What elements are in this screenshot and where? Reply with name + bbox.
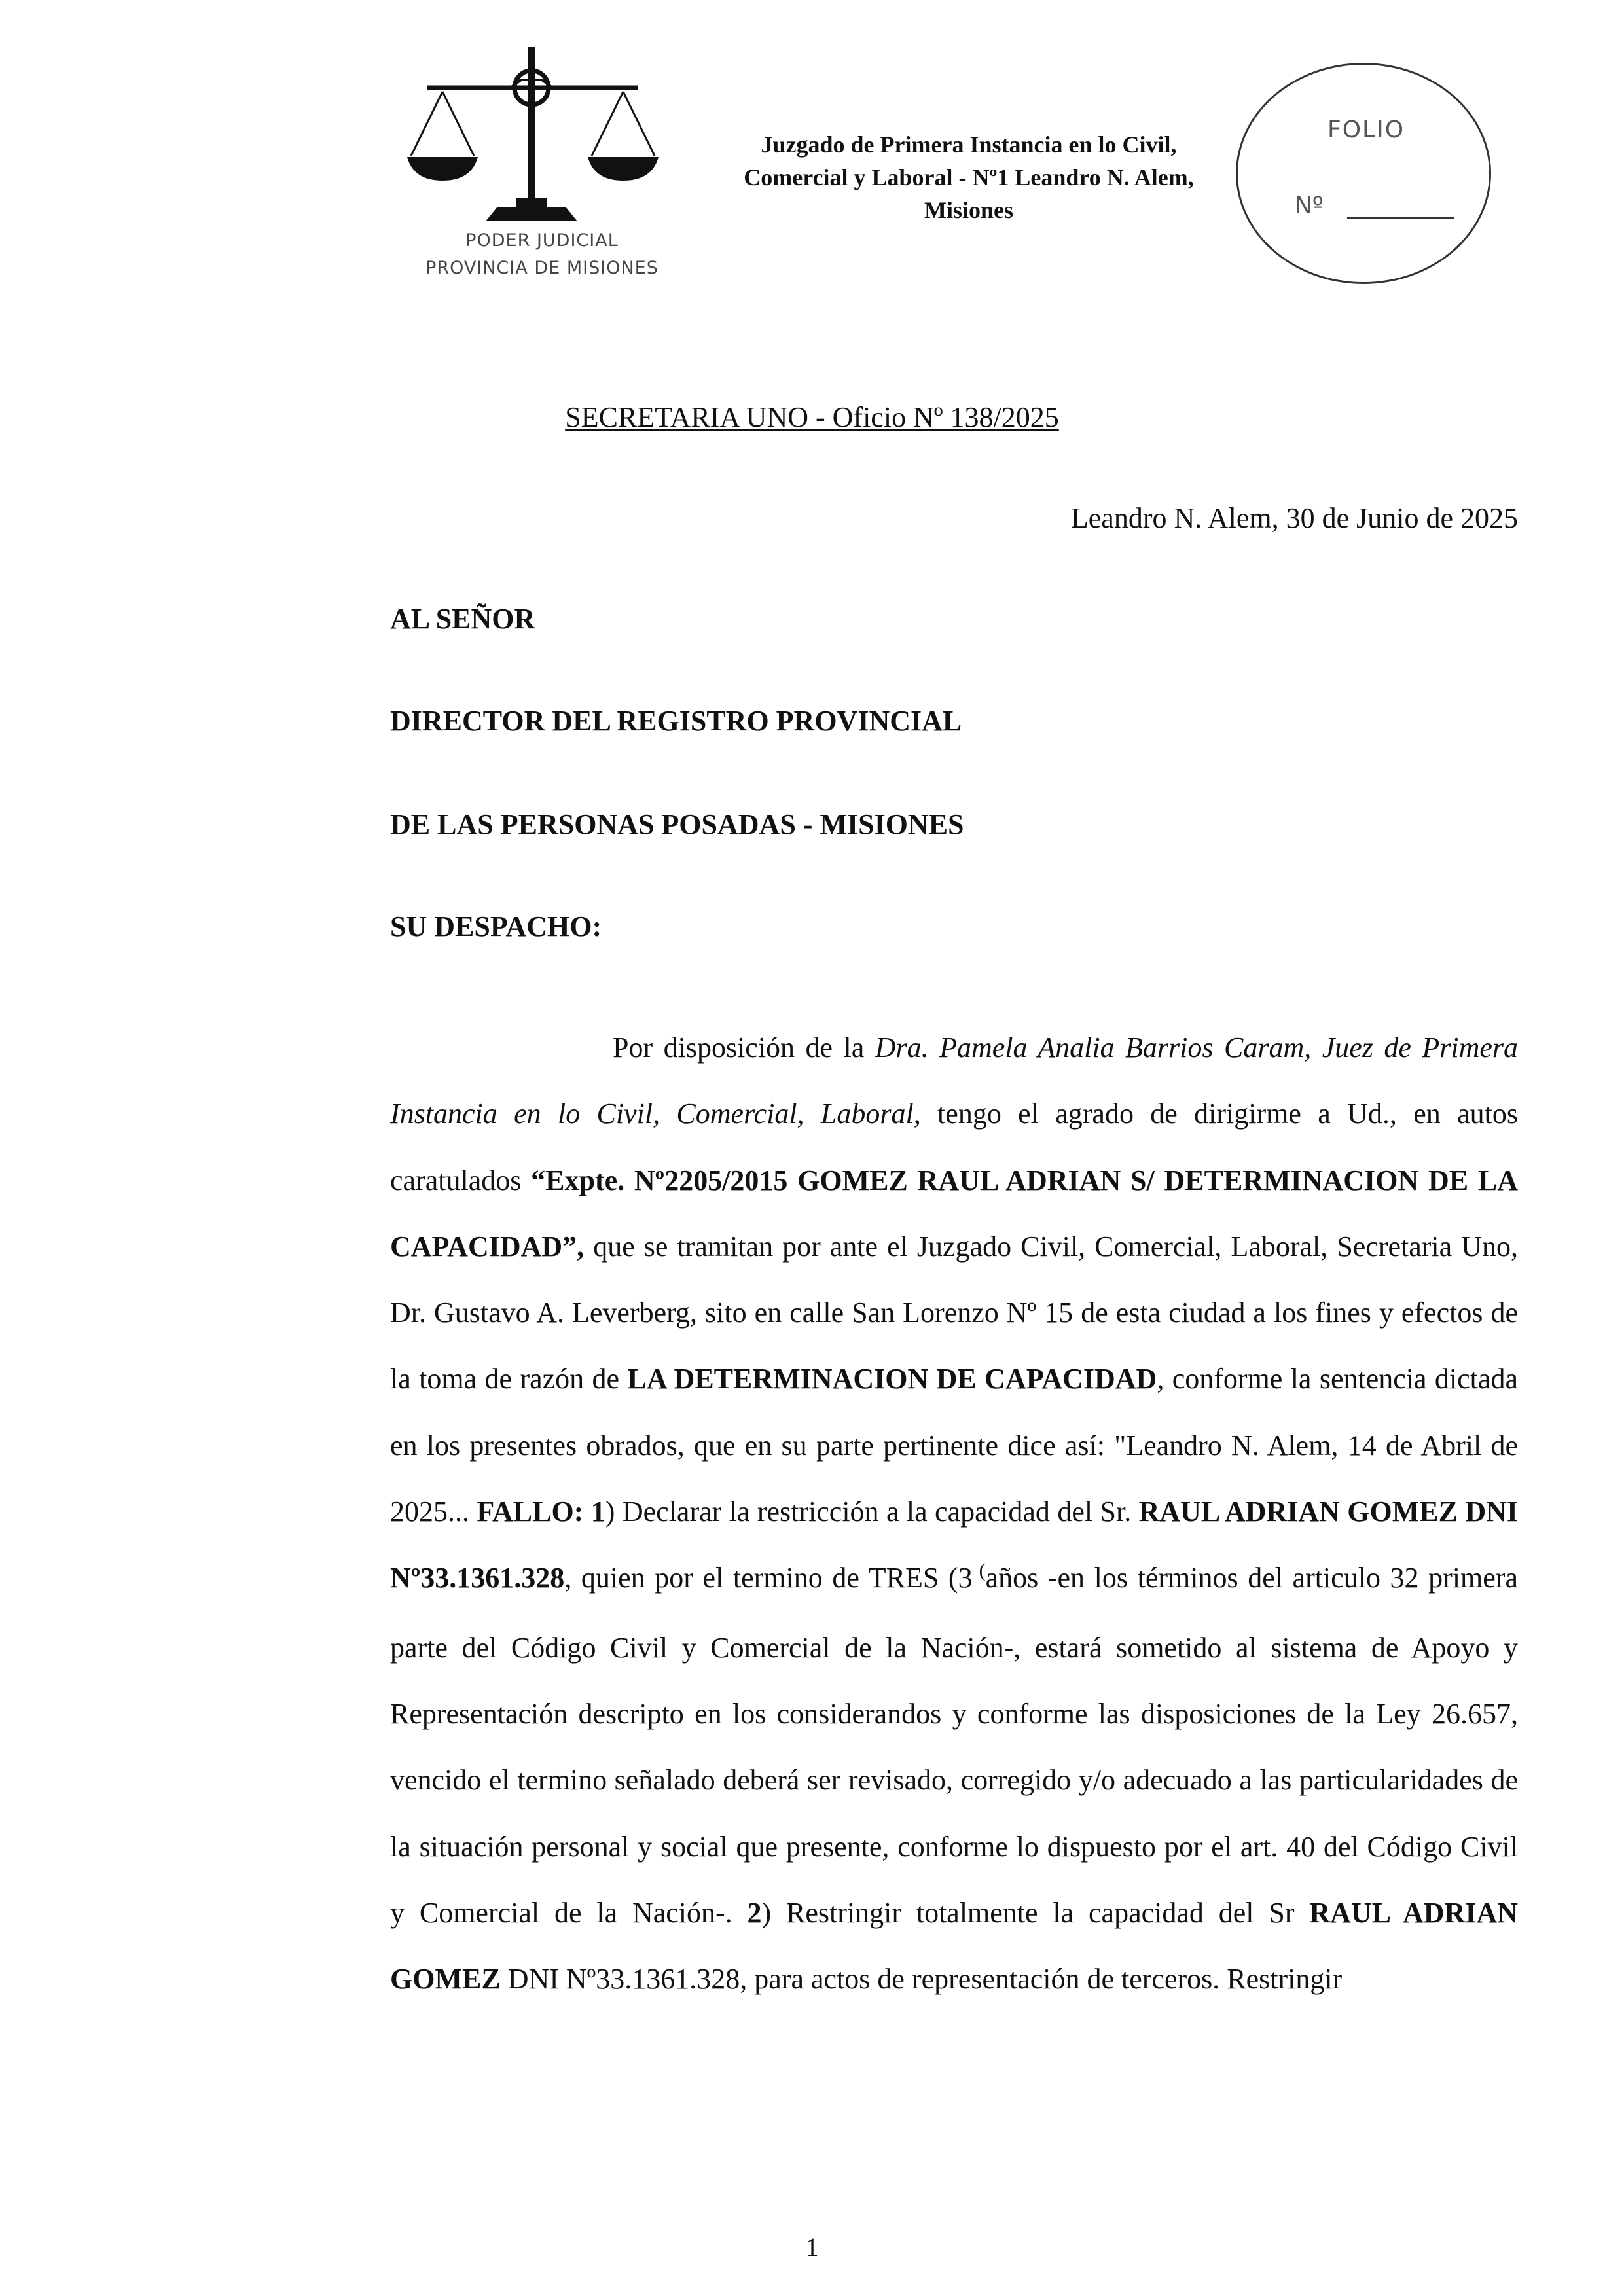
judicial-seal-logo xyxy=(401,41,676,289)
oficio-heading: SECRETARIA UNO - Oficio Nº 138/2025 xyxy=(565,401,1059,433)
scales-of-justice-icon xyxy=(401,41,676,237)
logo-text-line1: PODER JUDICIAL xyxy=(465,230,619,251)
emphasis-text: RAUL ADRIAN GOMEZ xyxy=(390,1896,1518,1996)
judge-name: Dra. Pamela Analia Barrios Caram, Juez de Primera Instancia en lo Civil, Comercial, Laboral xyxy=(390,1031,1519,1130)
superscript-mark: ( xyxy=(979,1560,986,1582)
addressee-line: SU DESPACHO: xyxy=(390,910,602,942)
emphasis-text: 2 xyxy=(747,1896,762,1929)
body-paragraph xyxy=(390,1014,1518,2012)
folio-number-label: Nº xyxy=(1295,192,1324,219)
body-text: Por disposición de la xyxy=(613,1031,875,1064)
court-name-line: Juzgado de Primera Instancia en lo Civil, xyxy=(761,132,1177,158)
court-name-line: Misiones xyxy=(924,197,1013,223)
emphasis-text: LA DETERMINACION DE CAPACIDAD xyxy=(627,1363,1157,1395)
court-name xyxy=(681,128,1257,226)
emphasis-text: FALLO: 1 xyxy=(477,1496,605,1528)
page-number: 1 xyxy=(805,2233,819,2262)
case-title: “Expte. Nº2205/2015 GOMEZ RAUL ADRIAN S/ DETERMINACION DE LA CAPACIDAD”, xyxy=(390,1164,1518,1263)
addressee-line: DIRECTOR DEL REGISTRO PROVINCIAL xyxy=(390,705,962,737)
folio-stamp-circle xyxy=(1236,63,1491,284)
folio-stamp xyxy=(1236,63,1491,284)
emphasis-text: RAUL ADRIAN GOMEZ DNI Nº33.1361.328 xyxy=(390,1496,1519,1594)
body-text: ) Restringir totalmente la capacidad del Sr xyxy=(761,1896,1310,1929)
folio-number-blank xyxy=(1347,217,1454,219)
body-text: , conforme la sentencia dictada en los presentes obrados, que en su parte pertinente dice así: "Leandro N. Alem, 14 de Abril de 2025... xyxy=(390,1363,1518,1528)
body-text: , tengo el agrado de dirigirme a Ud., en autos caratulados xyxy=(390,1098,1518,1196)
body-text: años -en los términos del articulo 32 primera parte del Código Civil y Comercial de la Nación-, estará sometido al sistema de Apoyo y Representación descripto en los considerandos y conforme las disposiciones de la Ley 26.657, vencido el termino señalado deberá ser revisado, corregido y/o adecuado a las particularidades de la situación personal y social que presente, conforme lo dispuesto por el art. 40 del Código Civil y Comercial de la Nación-. xyxy=(390,1562,1518,1929)
body-text: , quien por el termino de TRES (3 xyxy=(564,1562,973,1594)
document-body xyxy=(390,1014,1518,2012)
folio-label: FOLIO xyxy=(1327,117,1405,143)
addressee-line: DE LAS PERSONAS POSADAS - MISIONES xyxy=(390,808,964,840)
addressee-line: AL SEÑOR xyxy=(390,603,535,635)
body-text: ) Declarar la restricción a la capacidad del Sr. xyxy=(605,1496,1139,1528)
document-date: Leandro N. Alem, 30 de Junio de 2025 xyxy=(1070,502,1518,534)
logo-text-line2: PROVINCIA DE MISIONES xyxy=(425,258,659,278)
court-name-line: Comercial y Laboral - Nº1 Leandro N. Alem, xyxy=(744,164,1194,190)
body-text: DNI Nº33.1361.328, para actos de representación de terceros. Restringir xyxy=(500,1963,1343,1996)
body-text: que se tramitan por ante el Juzgado Civil, Comercial, Laboral, Secretaria Uno, Dr. Gustavo A. Leverberg, sito en calle San Lorenzo Nº 15 de esta ciudad a los fines y efectos de la toma de razón de xyxy=(390,1230,1518,1395)
